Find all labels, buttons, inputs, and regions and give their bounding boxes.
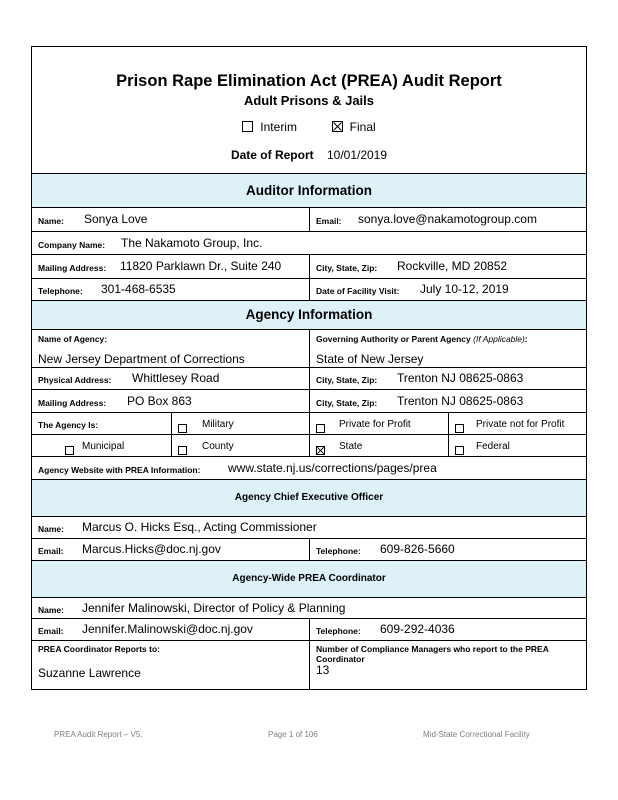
- agency-name-label: Name of Agency:: [38, 334, 108, 344]
- county-label: County: [202, 441, 234, 452]
- ceo-name: Marcus O. Hicks Esq., Acting Commissioner: [82, 520, 317, 534]
- auditor-name-row: [32, 207, 586, 231]
- coordinator-phone-label: Telephone:: [316, 626, 361, 636]
- physical-city: Trenton NJ 08625-0863: [397, 371, 524, 385]
- private-profit-label: Private for Profit: [339, 419, 411, 430]
- ceo-name-row: [32, 516, 586, 538]
- coordinator-email: Jennifer.Malinowski@doc.nj.gov: [82, 622, 253, 636]
- coordinator-email-label: Email:: [38, 626, 64, 636]
- agency-physical-row: [32, 367, 586, 389]
- governing-authority-label: [316, 334, 528, 344]
- auditor-phone-label: Telephone:: [38, 286, 83, 296]
- physical-city-label: City, State, Zip:: [316, 375, 378, 385]
- auditor-email: sonya.love@nakamotogroup.com: [358, 212, 537, 226]
- federal-label: Federal: [476, 441, 510, 452]
- mailing-city-label: City, State, Zip:: [316, 398, 378, 408]
- auditor-address-row: [32, 254, 586, 278]
- website-label: Agency Website with PREA Information:: [38, 465, 201, 475]
- auditor-phone: 301-468-6535: [101, 282, 176, 296]
- coordinator-name-label: Name:: [38, 605, 64, 615]
- coordinator-contact-row: [32, 618, 586, 640]
- report-date: [32, 148, 586, 162]
- municipal-checkbox[interactable]: [65, 446, 74, 455]
- auditor-company-row: [32, 231, 586, 254]
- gov-label-italic: (If Applicable): [473, 334, 525, 344]
- report-header: [32, 47, 586, 173]
- agency-type-row-1: [32, 412, 586, 434]
- auditor-city-label: City, State, Zip:: [316, 263, 378, 273]
- county-checkbox[interactable]: [178, 446, 187, 455]
- reports-to-label: PREA Coordinator Reports to:: [38, 644, 160, 654]
- gov-label-text: Governing Authority or Parent Agency: [316, 334, 474, 344]
- military-label: Military: [202, 419, 234, 430]
- footer-version: PREA Audit Report – V5.: [54, 730, 143, 739]
- reports-to: Suzanne Lawrence: [38, 666, 141, 680]
- coordinator-reports-row: [32, 640, 586, 689]
- ceo-section-title: Agency Chief Executive Officer: [234, 492, 384, 503]
- physical-address: Whittlesey Road: [132, 371, 220, 385]
- interim-checkbox[interactable]: [242, 121, 253, 132]
- agency-name: New Jersey Department of Corrections: [38, 352, 245, 366]
- agency-name-row: [32, 329, 586, 367]
- agency-mailing-label: Mailing Address:: [38, 398, 107, 408]
- state-checkbox[interactable]: [316, 446, 325, 455]
- ceo-phone-label: Telephone:: [316, 546, 361, 556]
- state-label: State: [339, 441, 363, 452]
- private-nonprofit-checkbox[interactable]: [455, 424, 464, 433]
- federal-checkbox[interactable]: [455, 446, 464, 455]
- auditor-section-title: Auditor Information: [246, 183, 372, 198]
- auditor-name: Sonya Love: [84, 212, 148, 226]
- ceo-email-label: Email:: [38, 546, 64, 556]
- visit-date: July 10-12, 2019: [420, 282, 509, 296]
- final-label: Final: [349, 120, 376, 134]
- agency-mailing: PO Box 863: [127, 394, 192, 408]
- interim-label: Interim: [260, 120, 297, 134]
- agency-section-title: Agency Information: [245, 307, 373, 322]
- report-subtitle: Adult Prisons & Jails: [243, 93, 375, 108]
- managers-label: Number of Compliance Managers who report to the PREA Coordinator: [316, 644, 549, 664]
- private-nonprofit-label: Private not for Profit: [476, 419, 565, 430]
- company-label: Company Name:: [38, 240, 106, 250]
- ceo-contact-row: [32, 538, 586, 560]
- ceo-phone: 609-826-5660: [380, 542, 455, 556]
- agency-website-row: [32, 456, 586, 479]
- gov-label-colon: :: [524, 334, 528, 344]
- physical-address-label: Physical Address:: [38, 375, 112, 385]
- coordinator-name: Jennifer Malinowski, Director of Policy & Planning: [82, 601, 346, 615]
- auditor-email-label: Email:: [316, 216, 342, 226]
- report-type: [32, 120, 586, 134]
- auditor-name-label: Name:: [38, 216, 64, 226]
- auditor-phone-row: [32, 278, 586, 300]
- auditor-city: Rockville, MD 20852: [397, 259, 508, 273]
- coordinator-phone: 609-292-4036: [380, 622, 455, 636]
- agency-section-header: [32, 300, 586, 329]
- coordinator-name-row: [32, 597, 586, 618]
- date-value: 10/01/2019: [326, 148, 388, 162]
- governing-authority: State of New Jersey: [316, 352, 424, 366]
- private-profit-checkbox[interactable]: [316, 424, 325, 433]
- agency-mailing-row: [32, 389, 586, 412]
- municipal-label: Municipal: [82, 441, 125, 452]
- ceo-name-label: Name:: [38, 524, 64, 534]
- ceo-email: Marcus.Hicks@doc.nj.gov: [82, 542, 221, 556]
- date-label: Date of Report: [230, 148, 314, 162]
- website-link[interactable]: www.state.nj.us/corrections/pages/prea: [228, 461, 437, 475]
- agency-type-label: The Agency Is:: [38, 420, 99, 430]
- mailing-city: Trenton NJ 08625-0863: [397, 394, 524, 408]
- ceo-section-header: [32, 479, 586, 516]
- managers-count: 13: [316, 663, 330, 677]
- audit-form: [31, 46, 587, 690]
- auditor-section-header: [32, 173, 586, 207]
- coordinator-section-title: Agency-Wide PREA Coordinator: [232, 573, 386, 584]
- auditor-mailing: 11820 Parklawn Dr., Suite 240: [120, 259, 282, 273]
- coordinator-section-header: [32, 560, 586, 597]
- visit-date-label: Date of Facility Visit:: [316, 286, 400, 296]
- report-title: Prison Rape Elimination Act (PREA) Audit Report: [116, 72, 502, 90]
- company-name: The Nakamoto Group, Inc.: [121, 236, 263, 250]
- agency-type-row-2: [32, 434, 586, 456]
- final-checkbox[interactable]: [332, 121, 343, 132]
- footer-facility: Mid-State Correctional Facility: [423, 730, 530, 739]
- military-checkbox[interactable]: [178, 424, 187, 433]
- footer-page: Page 1 of 106: [268, 730, 318, 739]
- auditor-mailing-label: Mailing Address:: [38, 263, 107, 273]
